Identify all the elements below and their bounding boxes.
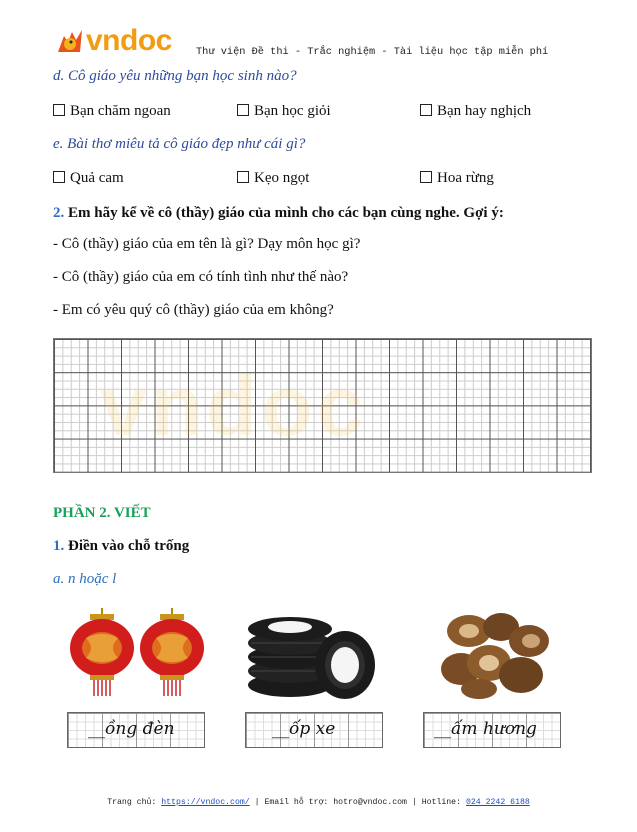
hint-1: - Cô (thầy) giáo của em tên là gì? Dạy môn học gì? [53, 236, 361, 252]
option-d-2: Bạn học giỏi [237, 103, 331, 120]
fill-card-2-text: __ốp xe [272, 719, 336, 739]
checkbox[interactable] [420, 104, 432, 116]
question-e: e. Bài thơ miêu tả cô giáo đẹp như cái gì? [53, 136, 306, 152]
lantern-image [66, 608, 208, 698]
question-2: 2. Em hãy kể về cô (thầy) giáo của mình cho các bạn cùng nghe. Gợi ý: [53, 205, 504, 221]
vndoc-logo-icon [54, 26, 86, 56]
logo-text[interactable]: vndoc [86, 24, 172, 57]
hint-3: - Em có yêu quý cô (thầy) giáo của em không? [53, 302, 334, 318]
home-link[interactable]: https://vndoc.com/ [161, 798, 250, 807]
subtask-a: a. n hoặc l [53, 571, 117, 587]
checkbox[interactable] [53, 104, 65, 116]
footer: Trang chủ: https://vndoc.com/ | Email hỗ trợ: hotro@vndoc.com | Hotline: 024 2242 6188 [107, 798, 530, 807]
watermark-logo: vndoc [100, 359, 368, 453]
hint-2: - Cô (thầy) giáo của em có tính tình như thế nào? [53, 269, 349, 285]
task-title: 1. Điền vào chỗ trống [53, 538, 190, 554]
hotline-link[interactable]: 024 2242 6188 [465, 798, 530, 807]
checkbox[interactable] [237, 171, 249, 183]
option-d-1: Bạn chăm ngoan [53, 103, 171, 120]
option-e-3: Hoa rừng [420, 170, 494, 187]
option-d-3: Bạn hay nghịch [420, 103, 531, 120]
mushroom-image [439, 607, 551, 699]
checkbox[interactable] [420, 171, 432, 183]
section-title: PHẦN 2. VIẾT [53, 505, 151, 521]
header-tagline: Thư viện Đề thi - Trắc nghiệm - Tài liệu học tập miễn phí [196, 46, 549, 58]
option-e-2: Kẹo ngọt [237, 170, 309, 187]
question-d: d. Cô giáo yêu những bạn học sinh nào? [53, 68, 297, 84]
fill-card-1-text: __ồng đèn [88, 719, 175, 739]
tires-image [245, 607, 381, 699]
checkbox[interactable] [53, 171, 65, 183]
option-e-1: Quả cam [53, 170, 124, 187]
email-text: hotro@vndoc.com [333, 798, 407, 807]
checkbox[interactable] [237, 104, 249, 116]
fill-card-3-text: __ấm hương [434, 719, 537, 739]
